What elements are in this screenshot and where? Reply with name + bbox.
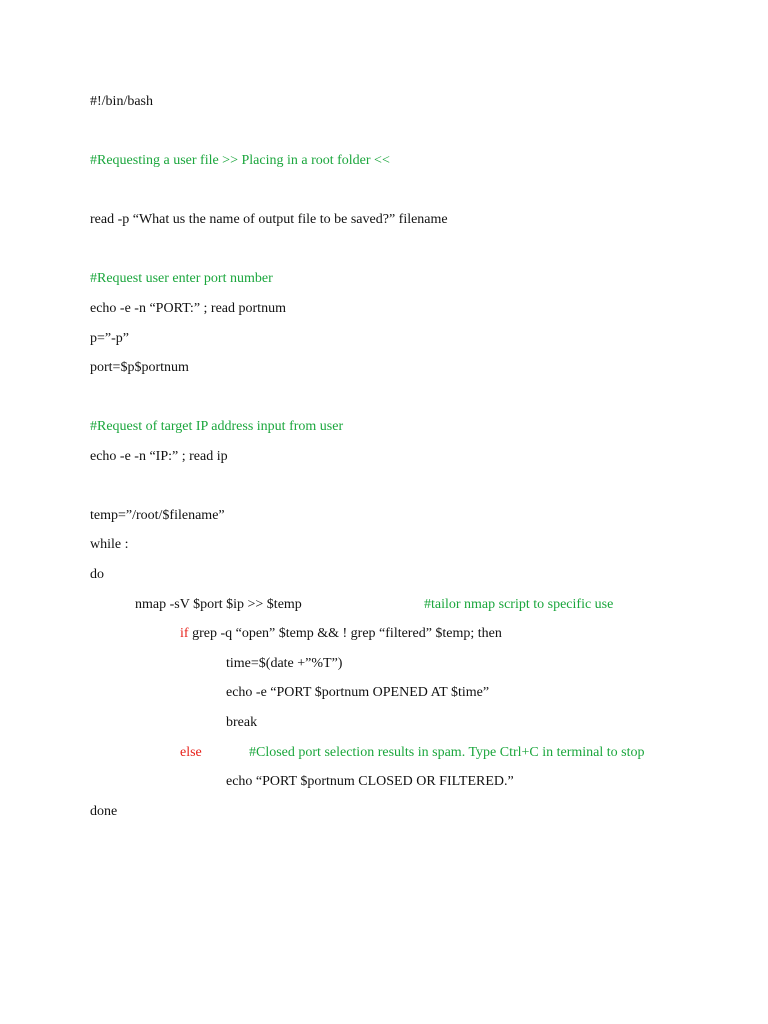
comment-request-file: #Requesting a user file >> Placing in a root folder << <box>90 153 390 168</box>
comment-ip: #Request of target IP address input from user <box>90 419 344 434</box>
shebang-line: #!/bin/bash <box>90 94 153 109</box>
read-filename-line: read -p “What us the name of output file to be saved?” filename <box>90 212 448 227</box>
if-keyword: if <box>180 626 189 641</box>
comment-closed: #Closed port selection results in spam. Type Ctrl+C in terminal to stop <box>249 745 645 760</box>
comment-port: #Request user enter port number <box>90 271 273 286</box>
echo-opened-line: echo -e “PORT $portnum OPENED AT $time” <box>226 685 490 700</box>
comment-nmap: #tailor nmap script to specific use <box>424 597 614 612</box>
done-line: done <box>90 804 118 819</box>
break-line: break <box>226 715 258 730</box>
if-condition: grep -q “open” $temp && ! grep “filtered” $temp; then <box>188 626 502 641</box>
echo-ip-line: echo -e -n “IP:” ; read ip <box>90 449 228 464</box>
echo-port-line: echo -e -n “PORT:” ; read portnum <box>90 301 286 316</box>
while-line: while : <box>90 537 129 552</box>
else-keyword: else <box>180 745 202 760</box>
if-line <box>180 625 502 643</box>
p-assign-line: p=”-p” <box>90 331 129 346</box>
nmap-command-line: nmap -sV $port $ip >> $temp <box>135 597 302 612</box>
time-assign-line: time=$(date +”%T”) <box>226 656 343 671</box>
port-assign-line: port=$p$portnum <box>90 360 189 375</box>
echo-closed-line: echo “PORT $portnum CLOSED OR FILTERED.” <box>226 774 514 789</box>
temp-assign-line: temp=”/root/$filename” <box>90 508 225 523</box>
do-line: do <box>90 567 104 582</box>
